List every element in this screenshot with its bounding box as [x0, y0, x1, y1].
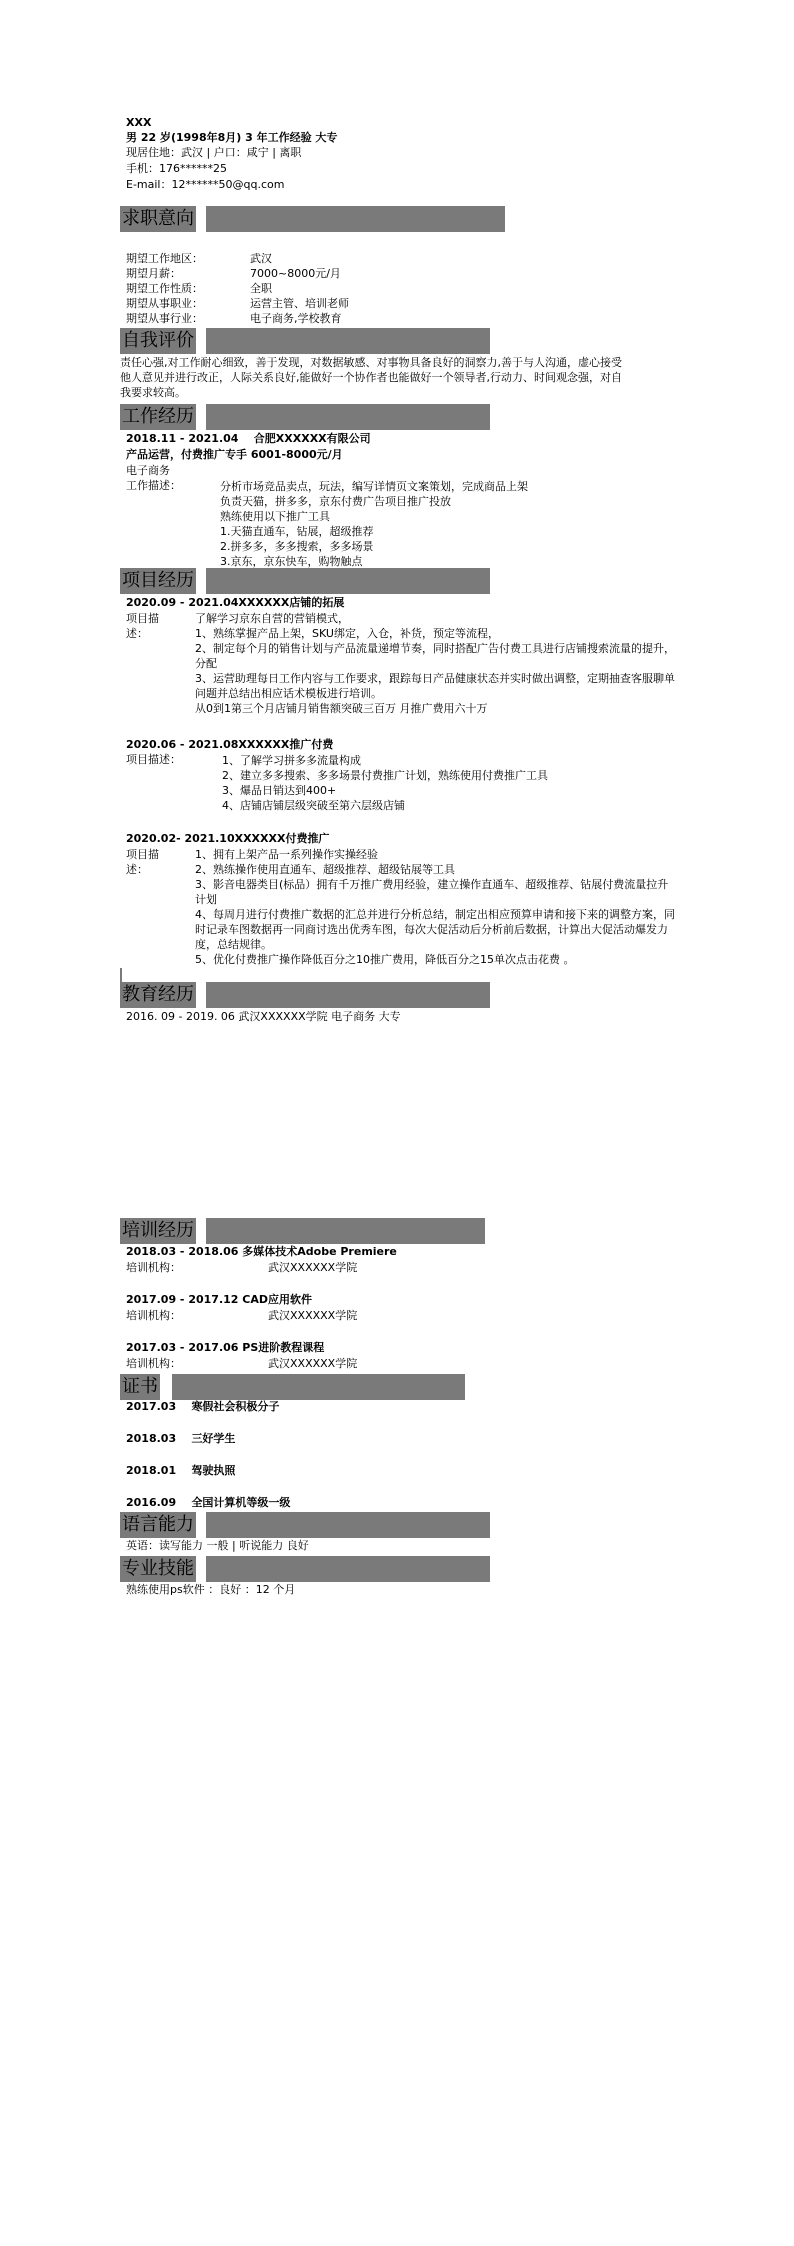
work-period-company [126, 432, 371, 446]
training-org: 武汉XXXXXX学院 [268, 1261, 358, 1274]
work-company: 合肥XXXXXX有限公司 [253, 432, 371, 445]
cert-name: 全国计算机等级一级 [191, 1496, 291, 1509]
cert-item [126, 1400, 279, 1414]
basic-info-line: 男 22 岁(1998年8月) 3 年工作经验 大专 [126, 131, 338, 144]
intent-label: 期望月薪： [126, 267, 181, 280]
cert-item [126, 1496, 290, 1510]
project-desc-line: 5、优化付费推广操作降低百分之10推广费用，降低百分之15单次点击花费 。 [195, 953, 575, 966]
section-bar [206, 206, 505, 232]
section-title-self-eval: 自我评价 [120, 328, 196, 354]
work-desc-line: 1.天猫直通车，钻展，超级推荐 [220, 525, 374, 538]
section-title-work: 工作经历 [120, 404, 196, 430]
section-bar [206, 982, 490, 1008]
training-org: 武汉XXXXXX学院 [268, 1309, 358, 1322]
project-desc-line: 1、了解学习拼多多流量构成 [222, 754, 361, 767]
work-desc-line: 分析市场竞品卖点，玩法，编写详情页文案策划，完成商品上架 [220, 480, 528, 493]
candidate-name: XXX [126, 116, 152, 129]
work-period: 2018.11 - 2021.04 [126, 432, 239, 445]
training-org-label: 培训机构： [126, 1261, 181, 1274]
training-header: 2018.03 - 2018.06 多媒体技术Adobe Premiere [126, 1245, 397, 1258]
cert-name: 驾驶执照 [191, 1464, 236, 1477]
section-bar [206, 568, 490, 594]
section-bar [206, 1512, 490, 1538]
project-desc [195, 611, 675, 716]
work-desc-lines [220, 479, 528, 569]
section-title-certs: 证书 [120, 1374, 160, 1400]
project-desc-line: 2、制定每个月的销售计划与产品流量递增节奏，同时搭配广告付费工具进行店铺搜索流量的提升，分配 [195, 642, 675, 670]
project-desc-line: 2、建立多多搜索、多多场景付费推广计划，熟练使用付费推广工具 [222, 769, 548, 782]
training-org: 武汉XXXXXX学院 [268, 1357, 358, 1370]
project-desc [222, 753, 662, 813]
project-desc-line: 3、影音电器类目(标品）拥有千万推广费用经验，建立操作直通车、超级推荐、钻展付费流量拉升计划 [195, 878, 669, 906]
work-desc-line: 2.拼多多，多多搜索，多多场景 [220, 540, 374, 553]
cert-date: 2017.03 [126, 1400, 177, 1413]
intent-value: 7000~8000元/月 [250, 267, 341, 280]
project-desc-label: 项目描述： [126, 612, 159, 640]
section-education [120, 982, 490, 1008]
project-header: 2020.06 - 2021.08XXXXXX推广付费 [126, 738, 334, 751]
project-desc-label: 项目描述： [126, 848, 159, 876]
cert-date: 2018.01 [126, 1464, 177, 1477]
section-bar [206, 1218, 485, 1244]
residence-line: 现居住地：武汉 | 户口：咸宁 | 离职 [126, 146, 302, 159]
section-certs [120, 1374, 465, 1400]
section-language [120, 1512, 490, 1538]
work-desc-line: 负责天猫，拼多多，京东付费广告项目推广投放 [220, 495, 451, 508]
intent-label: 期望从事职业： [126, 297, 203, 310]
cert-name: 寒假社会积极分子 [191, 1400, 280, 1413]
self-eval-text: 责任心强,对工作耐心细致，善于发现，对数据敏感、对事物具备良好的洞察力,善于与人沟通，虚心接受他人意见并进行改正，人际关系良好,能做好一个协作者也能做好一个领导者,行动力、时间观念强，对自我要求较高。 [120, 356, 622, 399]
section-title-education: 教育经历 [120, 982, 196, 1008]
section-title-projects: 项目经历 [120, 568, 196, 594]
training-header: 2017.03 - 2017.06 PS进阶教程课程 [126, 1341, 325, 1354]
section-bar [172, 1374, 465, 1400]
cert-name: 三好学生 [191, 1432, 236, 1445]
cert-item [126, 1464, 235, 1478]
phone-line: 手机：176******25 [126, 162, 227, 175]
section-bar [206, 328, 490, 354]
intent-value: 武汉 [250, 252, 272, 265]
training-header: 2017.09 - 2017.12 CAD应用软件 [126, 1293, 312, 1306]
email-line: E-mail：12******50@qq.com [126, 178, 285, 191]
section-title-skills: 专业技能 [120, 1556, 196, 1582]
intent-label: 期望从事行业： [126, 312, 203, 325]
language-line: 英语：读写能力 一般 | 听说能力 良好 [126, 1539, 309, 1552]
cert-item [126, 1432, 235, 1446]
intent-value: 电子商务,学校教育 [250, 312, 342, 325]
project-desc-line: 从0到1第三个月店铺月销售额突破三百万 月推广费用六十万 [195, 702, 488, 715]
project-header: 2020.02- 2021.10XXXXXX付费推广 [126, 832, 330, 845]
section-bar [206, 404, 490, 430]
project-desc-line: 了解学习京东自营的营销模式， [195, 612, 349, 625]
section-work [120, 404, 490, 430]
section-self-eval [120, 328, 490, 354]
project-desc [195, 847, 675, 967]
project-desc-label: 项目描述： [126, 753, 181, 766]
cert-date: 2016.09 [126, 1496, 177, 1509]
section-title-training: 培训经历 [120, 1218, 196, 1244]
section-training [120, 1218, 485, 1244]
work-desc-line: 熟练使用以下推广工具 [220, 510, 330, 523]
training-org-label: 培训机构： [126, 1309, 181, 1322]
project-desc-line: 4、每周月进行付费推广数据的汇总并进行分析总结，制定出相应预算申请和接下来的调整方案，同时记录车图数据再一同商讨选出优秀车图，每次大促活动后分析前后数据，计算出大促活动爆发力度，总结规律。 [195, 908, 675, 951]
section-title-job-intent: 求职意向 [120, 206, 196, 232]
training-org-label: 培训机构： [126, 1357, 181, 1370]
intent-value: 全职 [250, 282, 272, 295]
project-desc-line: 2、熟练操作使用直通车、超级推荐、超级钻展等工具 [195, 863, 455, 876]
work-desc-line: 3.京东，京东快车，购物触点 [220, 555, 363, 568]
intent-value: 运营主管、培训老师 [250, 297, 349, 310]
section-skills [120, 1556, 490, 1582]
divider [120, 968, 122, 982]
section-job-intent [120, 206, 505, 232]
section-title-language: 语言能力 [120, 1512, 196, 1538]
cert-date: 2018.03 [126, 1432, 177, 1445]
work-desc-label: 工作描述： [126, 479, 181, 492]
project-desc-line: 1、拥有上架产品一系列操作实操经验 [195, 848, 378, 861]
project-desc-line: 3、运营助理每日工作内容与工作要求，跟踪每日产品健康状态并实时做出调整，定期抽查客服聊单问题并总结出相应话术模板进行培训。 [195, 672, 675, 700]
project-desc-line: 4、店铺店铺层级突破至第六层级店铺 [222, 799, 405, 812]
work-industry: 电子商务 [126, 464, 170, 477]
project-desc-line: 3、爆品日销达到400+ [222, 784, 337, 797]
intent-label: 期望工作性质： [126, 282, 203, 295]
project-header: 2020.09 - 2021.04XXXXXX店铺的拓展 [126, 596, 345, 609]
skills-line: 熟练使用ps软件 ：良好 ：12 个月 [126, 1583, 296, 1596]
section-bar [206, 1556, 490, 1582]
education-line: 2016. 09 - 2019. 06 武汉XXXXXX学院 电子商务 大专 [126, 1010, 401, 1023]
section-projects [120, 568, 490, 594]
project-desc-line: 1、熟练掌握产品上架，SKU绑定，入仓，补货，预定等流程， [195, 627, 499, 640]
intent-label: 期望工作地区： [126, 252, 203, 265]
work-position: 产品运营，付费推广专手 6001-8000元/月 [126, 448, 343, 461]
